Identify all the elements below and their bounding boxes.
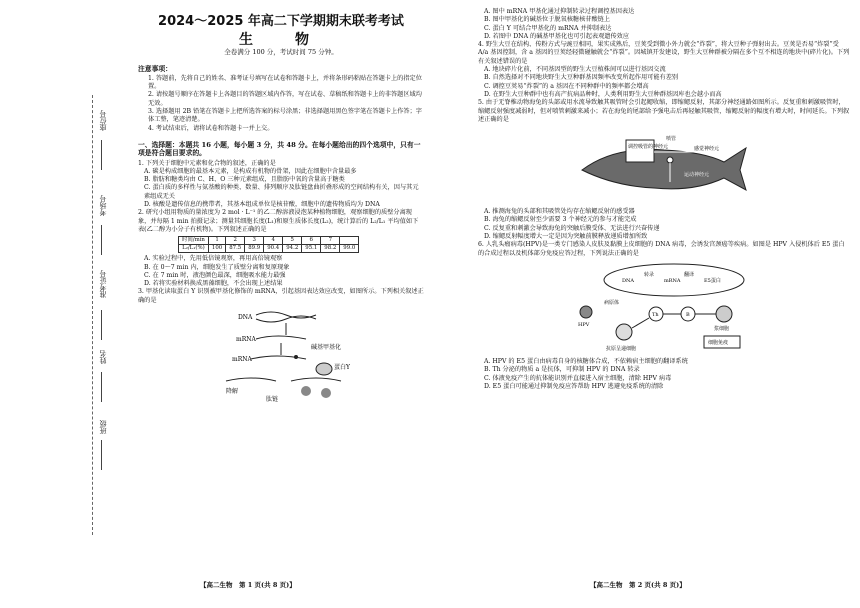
- table-cell: 99.0: [340, 245, 359, 253]
- q3-option-a: A. 图中 mRNA 甲基化通过抑制转录过程调控基因表达: [484, 8, 635, 15]
- fig-label-transcription: 转录: [644, 271, 655, 278]
- q3-stem: 3. 甲基化读取蛋白 Y 识别被甲基化修饰的 mRNA，引起基因表达效应改变，如图所示。下列相关叙述正确的是: [138, 288, 424, 304]
- q2-option-b: B. 在 0～7 min 内，细胞发生了质壁分离和复原现象: [144, 263, 290, 271]
- fig-label-translation: 翻译: [684, 271, 695, 278]
- table-cell: 4: [264, 237, 283, 245]
- table-cell: 87.5: [226, 245, 245, 253]
- q5-option-d: D. 缩鳃反射幅度增大一定是因为突触前膜释放递质增加所致: [484, 233, 648, 241]
- q2-option-d: D. 若将实验材料换成黑藻细胞，不会出现上述结果: [144, 280, 283, 288]
- q4-stem: 4. 野生大豆在结构、传粉方式与豌豆相同，果实成熟后，豆荚受到微小外力就会“炸裂”，将大豆种子弹射出去。豆荚是否易“炸裂”受 A/a 基因控制，含 a 基因的豆荚经轻微碰触就会“炸裂”。因城镇开发建设，野生大豆种群被分隔在多个互不相连的地块中(碎片化)。下列有关叙述错误的是: [478, 41, 850, 65]
- page-footer: 【高二生物 第 1 页(共 8 页)】: [200, 581, 296, 589]
- notice-item: 3. 选择题用 2B 铅笔在答题卡上把所选答案的标号涂黑；非选择题用黑色签字笔在答题卡上作答；字体工整，笔迹清楚。: [148, 108, 422, 124]
- fig-label-apc: 抗原呈递细胞: [606, 345, 637, 352]
- q4-option-c: C. 调控豆荚易“炸裂”的 a 基因在不同种群中的频率都会增高: [484, 82, 649, 90]
- q5-stem: 5. 由于无脊椎动物海兔的头部或用水流导致触其吸管时会引起鳃收缩，即缩鳃反射，其部分神经通路如图所示。反复重和刺激吸管时，缩鳃反射强度减弱时，但对喷管刺激来减小；若在海兔的尾部给予强电击后再轻触其吸管，缩鳃反射的幅度有增大时，时间延长。下列叙述正确的是: [478, 99, 850, 123]
- name-field[interactable]: [101, 372, 102, 402]
- fig-label-cell-immunity: 细胞免疫: [708, 339, 729, 346]
- mrna-strand: [226, 378, 276, 381]
- table-cell: 3: [245, 237, 264, 245]
- q5-option-a: A. 推测海兔的头部和其吸管处均存在缩鳃反射的感受器: [484, 208, 635, 216]
- name-label: 姓名: [99, 350, 107, 364]
- fig-label-mrna-1: mRNA: [236, 336, 256, 344]
- mrna-strand: [291, 378, 341, 381]
- fig-label-mrna: mRNA: [664, 277, 681, 284]
- notice-item: 4. 考试结束后，请将试卷和答题卡一并上交。: [148, 124, 274, 132]
- plasma-cell: [716, 306, 732, 322]
- dna-strand: [256, 312, 316, 318]
- notice-item: 1. 答题前，先将自己的姓名、准考证号填写在试卷和答题卡上，并将条形码粘贴在答题卡上的指定位置。: [148, 74, 422, 91]
- table-cell: 时间/min: [179, 237, 209, 245]
- fig-label-dna: DNA: [238, 314, 253, 322]
- ganglion: [667, 157, 673, 163]
- fig-label-mrna-2: mRNA: [232, 356, 252, 364]
- q5-sea-hare-figure: [574, 126, 754, 206]
- class-field[interactable]: [101, 440, 102, 470]
- table-cell: 89.9: [245, 245, 264, 253]
- q6-hpv-figure: [564, 260, 764, 356]
- fig-label-siphon: 喷管: [666, 136, 677, 143]
- q2-option-a: A. 实验过程中，先用低倍镜观察，再用高倍镜观察: [144, 255, 283, 263]
- apc-cell: [616, 324, 632, 340]
- hpv-virus: [580, 306, 592, 318]
- fig-label-control-neuron: 调控吸管的神经元: [628, 144, 669, 151]
- q6-option-b: B. Th 分泌的物质 a 是抗体，可抑制 HPV 的 DNA 转录: [484, 366, 640, 374]
- q1-option-a: A. 碳是构成细胞的最基本元素，是构成有机物的骨架，因此在细胞中含量最多: [144, 167, 357, 175]
- fig-label-protein-y: 蛋白Y: [334, 364, 350, 372]
- seat-label: 座位号: [99, 110, 107, 131]
- q2-stem: 2. 研究小组用物质的量浓度为 2 mol · L⁻¹ 的乙二醇溶液浸泡某种植物细胞，观察细胞的质壁分离现象，并每隔 1 min 拍摄记录；测量其细胞长度(L₁)和原生质体长度(L₂)，统计算后的 L₂/L₁ 平均值如下表(乙二醇为小分子有机物)。下列叙述正确的是: [138, 209, 419, 233]
- q2-option-c: C. 在 7 min 时，液泡颜色最深，细胞吸水能力最强: [144, 271, 286, 279]
- seat-field[interactable]: [101, 140, 102, 170]
- q1-stem: 1. 下列关于细胞中元素和化合物的叙述，正确的是: [138, 159, 276, 167]
- table-cell: 98.2: [321, 245, 340, 253]
- q4-option-a: A. 地块碎片化前，不同基因型的野生大豆植株间可以进行基因交流: [484, 66, 666, 74]
- q1-option-d: D. 核酸是遗传信息的携带者，其基本组成单位是核苷酸，细胞中的遗传物质均为 DNA: [144, 201, 380, 209]
- right-page: [430, 0, 860, 608]
- ribosome: [321, 388, 331, 398]
- table-row: [179, 237, 359, 245]
- table-cell: 100: [208, 245, 225, 253]
- q6-option-c: C. 体液免疫产生的抗体能识别并直接进入宿主细胞，清除 HPV 病毒: [484, 374, 672, 382]
- room-field[interactable]: [101, 225, 102, 255]
- table-cell: 7: [321, 237, 340, 245]
- section-1-heading: 一、选择题：本题共 16 小题，每小题 3 分，共 48 分。在每小题给出的四个选项中，只有一项是符合题目要求的。: [138, 140, 421, 158]
- dna-strand: [256, 316, 316, 322]
- q3-option-d: D. 若图中 DNA 的碱基甲基化也可引起表观遗传效应: [484, 32, 630, 40]
- q6-stem: 6. 人乳头瘤病毒(HPV)是一类专门感染人皮肤及黏膜上皮细胞的 DNA 病毒，会诱发宫颈癌等疾病。如图是 HPV 入侵机体后 E5 蛋白的合成过程以及机体部分免疫应答过程，下列说法正确的是: [478, 241, 845, 257]
- fig-label-motor-neuron: 运动神经元: [684, 172, 710, 179]
- table-cell: 2: [226, 237, 245, 245]
- q3-option-b: B. 图中甲基化的碱基位于脱氧核糖核苷酸链上: [484, 16, 611, 24]
- binding-line: [92, 95, 93, 535]
- fig-label-th: Th: [652, 311, 659, 318]
- table-cell: 95.1: [302, 245, 321, 253]
- table-cell: 90.4: [264, 245, 283, 253]
- notice-item: 2. 请按题号顺序在答题卡上各题目的答题区域内作答，写在试卷、草稿纸和答题卡上的非答题区域均无效。: [148, 91, 422, 107]
- arrow: [632, 318, 649, 328]
- table-cell: 6: [302, 237, 321, 245]
- class-label: 班级: [99, 420, 107, 434]
- mrna-strand: [256, 336, 306, 339]
- notice-heading: 注意事项：: [138, 64, 172, 73]
- ticket-field[interactable]: [101, 310, 102, 340]
- q6-option-d: D. E5 蛋白可能通过抑制免疫应答帮助 HPV 逃避免疫系统的清除: [484, 382, 664, 390]
- fig-label-hpv: HPV: [578, 321, 590, 328]
- fig-label-sensory-neuron: 感觉神经元: [694, 146, 720, 153]
- table-cell: 5: [283, 237, 302, 245]
- q4-option-d: D. 在野生大豆种群中也有高产抗病品种时，人类利用野生大豆种群基因库也会越小而高: [484, 90, 722, 98]
- table-cell: 1: [208, 237, 225, 245]
- q2-table: [178, 236, 359, 253]
- page-footer: 【高二生物 第 2 页(共 8 页)】: [590, 581, 686, 589]
- table-row: [179, 245, 359, 253]
- room-label: 考场号: [99, 195, 107, 216]
- q6-option-a: A. HPV 的 E5 蛋白由病毒自身的核糖体合成，不依赖宿主细胞的翻译系统: [484, 357, 688, 365]
- fig-label-degrade: 降解: [226, 388, 239, 396]
- right-content: [478, 8, 850, 391]
- fig-label-methylation: 碱基甲基化: [311, 344, 342, 352]
- sea-hare-body: [582, 148, 746, 190]
- fig-label-plasma: 浆细胞: [714, 325, 730, 332]
- q1-option-b: B. 脂肪和糖类均由 C、H、O 三种元素组成，且脂肪中氧的含量高于糖类: [144, 176, 345, 184]
- methyl-mark: [294, 355, 298, 359]
- exam-subject: 生 物: [239, 32, 323, 48]
- q3-methylation-figure: [196, 307, 366, 405]
- protein-y: [316, 363, 332, 375]
- table-cell: L₂/L₁(%): [179, 245, 209, 253]
- q5-option-c: C. 反复重和刺激会导致海兔的突触后膜受体、无法进行兴奋传递: [484, 224, 660, 232]
- q3-option-c: C. 蛋白 Y 可结合甲基化的 mRNA 并抑制表达: [484, 24, 612, 32]
- left-content: [138, 8, 424, 407]
- fig-label-pathogen: 病原体: [604, 299, 620, 306]
- exam-title: 2024～2025 年高二下学期期末联考考试: [158, 14, 404, 29]
- q5-option-b: B. 海兔的缩鳃反射至少需要 3 个神经元的参与才能完成: [484, 216, 637, 224]
- fig-label-b: B: [686, 311, 690, 318]
- ticket-label: 准考证号: [99, 270, 107, 298]
- fig-label-e5: E5蛋白: [704, 277, 721, 284]
- fig-label-peptide: 肽链: [266, 396, 279, 404]
- exam-info: 全卷满分 100 分，考试时间 75 分钟。: [224, 48, 338, 57]
- table-cell: 94.2: [283, 245, 302, 253]
- q4-option-b: B. 自然选择对不同地块野生大豆种群基因频率改变所起作用可能有差别: [484, 74, 679, 82]
- q1-option-c: C. 蛋白质的多样性与氨基酸的种类、数量、排列顺序及肽链盘曲折叠形成的空间结构有关，因与其元素组成无关: [144, 184, 419, 200]
- table-cell: [340, 237, 359, 245]
- ribosome: [301, 386, 311, 396]
- fig-label-dna: DNA: [622, 277, 634, 284]
